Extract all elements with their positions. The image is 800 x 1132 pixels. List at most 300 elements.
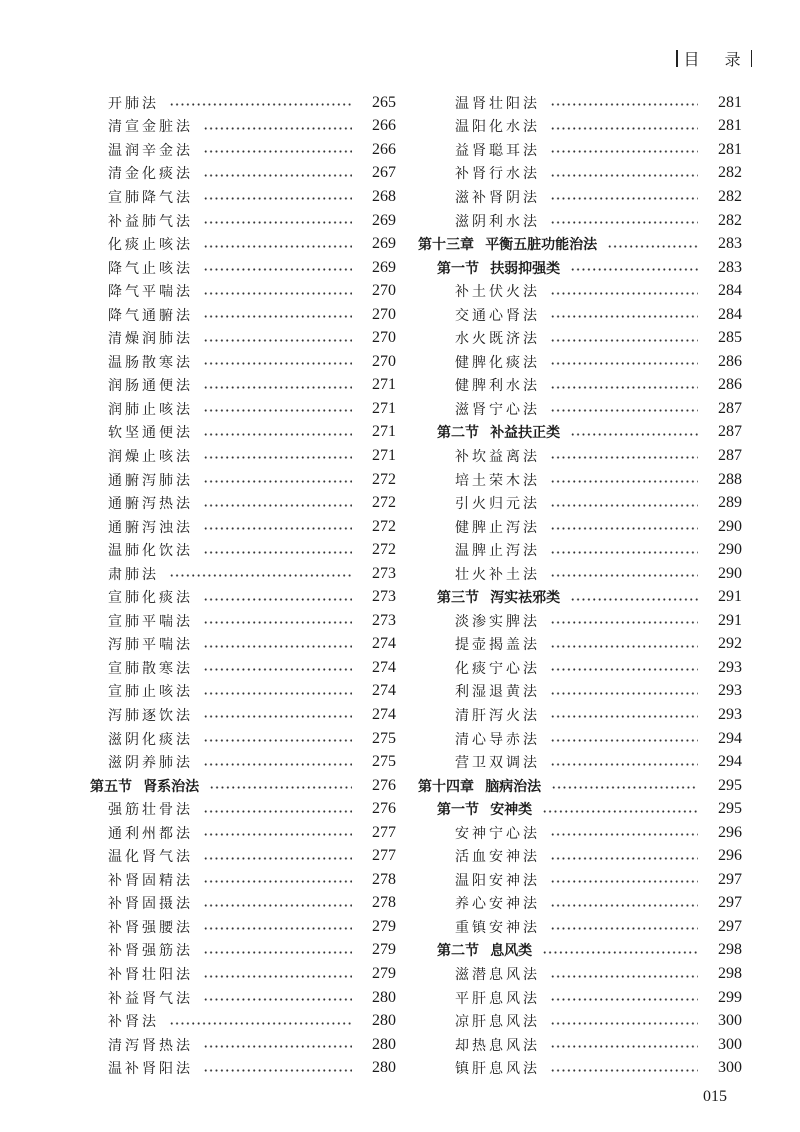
- toc-page-number: 293: [718, 658, 742, 676]
- dot-leader: [550, 315, 698, 318]
- toc-item[interactable]: [418, 397, 742, 421]
- toc-page-number: 276: [372, 776, 396, 794]
- toc-item[interactable]: [90, 1033, 396, 1057]
- toc-entry-title: 养心安神法: [455, 896, 540, 913]
- toc-item[interactable]: [90, 750, 396, 774]
- toc-page-number: 280: [372, 1059, 396, 1077]
- toc-page-number: 298: [718, 941, 742, 959]
- dot-leader: [203, 456, 352, 459]
- dot-leader: [550, 456, 698, 459]
- toc-entry-title: [418, 422, 560, 442]
- toc-page-number: 299: [718, 988, 742, 1006]
- toc-entry-title: 健脾止泻法: [455, 519, 540, 536]
- toc-page-number: 274: [372, 658, 396, 676]
- toc-entry-title: 提壶揭盖法: [455, 637, 540, 654]
- dot-leader: [203, 339, 352, 342]
- toc-page-number: 297: [718, 894, 742, 912]
- toc-page-number: 272: [372, 541, 396, 559]
- toc-item[interactable]: [90, 256, 396, 280]
- toc-page-number: 282: [718, 211, 742, 229]
- toc-item[interactable]: [418, 209, 742, 233]
- toc-page-number: 270: [372, 352, 396, 370]
- dot-leader: [203, 150, 352, 153]
- toc-entry-title: 泻肺逐饮法: [108, 707, 193, 724]
- toc-page-number: 273: [372, 564, 396, 582]
- dot-leader: [550, 904, 698, 907]
- toc-item[interactable]: [90, 915, 396, 939]
- toc-page-number: 291: [718, 588, 742, 606]
- toc-item[interactable]: [90, 1009, 396, 1033]
- toc-item[interactable]: [418, 1009, 742, 1033]
- dot-leader: [203, 292, 352, 295]
- toc-item[interactable]: [90, 727, 396, 751]
- dot-leader: [550, 150, 698, 153]
- toc-section[interactable]: [418, 256, 742, 280]
- toc-page-number: 270: [372, 305, 396, 323]
- toc-item[interactable]: [90, 515, 396, 539]
- toc-entry-title: 宣肺平喘法: [108, 613, 193, 630]
- toc-entry-title: 淡渗实脾法: [455, 613, 540, 630]
- toc-chapter[interactable]: [418, 232, 742, 256]
- dot-leader: [203, 975, 352, 978]
- toc-section[interactable]: [418, 585, 742, 609]
- toc-item[interactable]: [418, 1056, 742, 1080]
- toc-item[interactable]: [90, 585, 396, 609]
- toc-entry-label: 肾系治法: [143, 778, 200, 795]
- dot-leader: [203, 409, 352, 412]
- dot-leader: [550, 857, 698, 860]
- toc-page-number: 282: [718, 187, 742, 205]
- dot-leader: [203, 386, 352, 389]
- toc-entry-number: 第一节: [437, 260, 479, 277]
- toc-page-number: 279: [372, 965, 396, 982]
- dot-leader: [203, 174, 352, 177]
- toc-item[interactable]: [90, 491, 396, 515]
- toc-entry-title: 滋补肾阴法: [455, 189, 540, 206]
- toc-page-number: 287: [718, 399, 742, 417]
- toc-item[interactable]: [418, 326, 742, 350]
- toc-page-number: 274: [372, 682, 396, 700]
- toc-item[interactable]: [90, 303, 396, 327]
- toc-page-number: 277: [372, 823, 396, 841]
- toc-page-number: 278: [372, 894, 396, 912]
- toc-section[interactable]: [90, 774, 396, 798]
- toc-entry-title: 温化肾气法: [108, 849, 193, 866]
- toc-section[interactable]: [418, 797, 742, 821]
- toc-page-number: 296: [718, 823, 742, 841]
- toc-entry-title: 镇肝息风法: [455, 1061, 540, 1078]
- dot-leader: [550, 975, 698, 978]
- toc-item[interactable]: [418, 656, 742, 680]
- dot-leader: [570, 433, 698, 436]
- toc-item[interactable]: [90, 1056, 396, 1080]
- toc-item[interactable]: [90, 91, 396, 115]
- toc-page-number: 267: [372, 164, 396, 182]
- toc-page-number: 287: [718, 423, 742, 441]
- toc-section[interactable]: [418, 939, 742, 963]
- toc-entry-title: 滋潜息风法: [455, 967, 540, 983]
- toc-entry-title: [418, 799, 532, 819]
- toc-item[interactable]: [90, 185, 396, 209]
- toc-item[interactable]: [418, 680, 742, 704]
- toc-item[interactable]: [90, 326, 396, 350]
- toc-item[interactable]: [90, 656, 396, 680]
- toc-page-number: 272: [372, 517, 396, 535]
- toc-page-number: 274: [372, 635, 396, 653]
- page-number: 015: [703, 1088, 727, 1105]
- toc-page-number: 294: [718, 729, 742, 747]
- toc-item[interactable]: [418, 468, 742, 492]
- toc-item[interactable]: [90, 633, 396, 657]
- toc-item[interactable]: [418, 444, 742, 468]
- toc-entry-label: 安神类: [490, 802, 533, 819]
- toc-entry-label: 泻实祛邪类: [490, 590, 561, 607]
- dot-leader: [203, 527, 352, 530]
- toc-entry-title: 宣肺化痰法: [108, 590, 193, 607]
- toc-item[interactable]: [90, 209, 396, 233]
- toc-entry-title: 温阳安神法: [455, 872, 540, 889]
- toc-item[interactable]: [418, 374, 742, 398]
- toc-entry-title: 润燥止咳法: [108, 448, 193, 465]
- toc-entry-title: 温肠散寒法: [108, 354, 193, 371]
- toc-page-number: 300: [718, 1059, 742, 1077]
- dot-leader: [203, 645, 352, 648]
- dot-leader: [550, 551, 698, 554]
- toc-entry-title: [90, 776, 199, 796]
- toc-entry-title: [418, 587, 560, 607]
- toc-entry-title: 活血安神法: [455, 849, 540, 866]
- dot-leader: [550, 692, 698, 695]
- dot-leader: [203, 362, 352, 365]
- toc-page-number: 283: [718, 235, 742, 253]
- toc-entry-title: 补坎益离法: [455, 448, 540, 465]
- toc-entry-title: 化痰止咳法: [108, 237, 193, 254]
- toc-item[interactable]: [418, 185, 742, 209]
- toc-item[interactable]: [90, 986, 396, 1010]
- toc-item[interactable]: [418, 538, 742, 562]
- toc-item[interactable]: [418, 845, 742, 869]
- dot-leader: [550, 504, 698, 507]
- toc-item[interactable]: [90, 538, 396, 562]
- toc-page-number: 269: [372, 235, 396, 253]
- toc-entry-title: 滋阴利水法: [455, 213, 540, 230]
- toc-page-number: 300: [718, 1012, 742, 1030]
- toc-page-number: 280: [372, 1035, 396, 1053]
- toc-entry-title: 补益肺气法: [108, 213, 193, 230]
- toc-page-number: 285: [718, 329, 742, 347]
- toc-page-number: 287: [718, 446, 742, 464]
- toc-entry-title: 清金化痰法: [108, 166, 193, 183]
- toc-item[interactable]: [90, 609, 396, 633]
- dot-leader: [203, 692, 352, 695]
- toc-entry-title: 宣肺散寒法: [108, 660, 193, 677]
- toc-page-number: 284: [718, 305, 742, 323]
- toc-entry-title: [418, 234, 597, 254]
- dot-leader: [209, 786, 352, 789]
- toc-section[interactable]: [418, 421, 742, 445]
- toc-entry-title: [418, 940, 532, 960]
- dot-leader: [550, 527, 698, 530]
- toc-entry-title: 清宣金脏法: [108, 119, 193, 136]
- toc-item[interactable]: [418, 162, 742, 186]
- dot-leader: [203, 739, 352, 742]
- dot-leader: [203, 668, 352, 671]
- dot-leader: [550, 127, 698, 130]
- toc-item[interactable]: [418, 868, 742, 892]
- toc-entry-title: 温肺化饮法: [108, 543, 193, 560]
- toc-page-number: 271: [372, 446, 396, 464]
- toc-item[interactable]: [90, 845, 396, 869]
- toc-entry-title: 温补肾阳法: [108, 1061, 193, 1078]
- toc-column-right: [418, 91, 742, 1080]
- dot-leader: [203, 833, 352, 836]
- toc-item[interactable]: [418, 727, 742, 751]
- toc-entry-title: 通腑泻热法: [108, 496, 193, 513]
- toc-entry-label: 息风类: [490, 943, 533, 960]
- toc-item[interactable]: [90, 421, 396, 445]
- toc-item[interactable]: [418, 91, 742, 115]
- toc-page-number: 280: [372, 1012, 396, 1030]
- toc-entry-number: 第十四章: [418, 778, 474, 795]
- toc-entry-title: 宣肺降气法: [108, 189, 193, 206]
- dot-leader: [203, 433, 352, 436]
- toc-item[interactable]: [418, 303, 742, 327]
- dot-leader: [551, 786, 698, 789]
- toc-item[interactable]: [90, 703, 396, 727]
- toc-page-number: 289: [718, 494, 742, 512]
- toc-entry-title: 营卫双调法: [455, 755, 540, 772]
- dot-leader: [203, 598, 352, 601]
- dot-leader: [203, 927, 352, 930]
- toc-entry-title: 安神宁心法: [455, 825, 540, 842]
- toc-item[interactable]: [90, 162, 396, 186]
- toc-item[interactable]: [418, 609, 742, 633]
- toc-page-number: 281: [718, 140, 742, 158]
- dot-leader: [550, 574, 698, 577]
- toc-item[interactable]: [90, 962, 396, 986]
- toc-page-number: 270: [372, 282, 396, 300]
- toc-entry-title: 交通心肾法: [455, 307, 540, 324]
- toc-item[interactable]: [90, 562, 396, 586]
- toc-item[interactable]: [418, 138, 742, 162]
- dot-leader: [570, 268, 698, 271]
- dot-leader: [550, 103, 698, 106]
- toc-entry-title: 宣肺止咳法: [108, 684, 193, 701]
- toc-page-number: 273: [372, 588, 396, 606]
- toc-entry-title: 引火归元法: [455, 496, 540, 513]
- toc-item[interactable]: [90, 279, 396, 303]
- toc-entry-title: 重镇安神法: [455, 919, 540, 936]
- toc-item[interactable]: [90, 397, 396, 421]
- dot-leader: [550, 833, 698, 836]
- toc-entry-title: 补土伏火法: [455, 284, 540, 301]
- toc-entry-title: 利湿退黄法: [455, 684, 540, 701]
- toc-page-number: 270: [372, 329, 396, 347]
- toc-page-number: 293: [718, 682, 742, 700]
- dot-leader: [169, 103, 352, 106]
- dot-leader: [203, 880, 352, 883]
- toc-entry-title: 却热息风法: [455, 1037, 540, 1054]
- dot-leader: [607, 245, 698, 248]
- toc-page-number: 291: [718, 611, 742, 629]
- toc-page-number: 286: [718, 352, 742, 370]
- toc-chapter[interactable]: [418, 774, 742, 798]
- toc-item[interactable]: [90, 468, 396, 492]
- toc-item[interactable]: [90, 138, 396, 162]
- toc-entry-number: 第二节: [437, 425, 479, 442]
- dot-leader: [550, 221, 698, 224]
- toc-item[interactable]: [418, 633, 742, 657]
- toc-entry-title: 开肺法: [108, 95, 159, 112]
- toc-page-number: 296: [718, 847, 742, 865]
- toc-item[interactable]: [90, 444, 396, 468]
- toc-item[interactable]: [90, 350, 396, 374]
- toc-item[interactable]: [90, 868, 396, 892]
- dot-leader: [550, 645, 698, 648]
- toc-entry-title: [418, 776, 541, 796]
- toc-entry-title: 健脾利水法: [455, 378, 540, 395]
- toc-item[interactable]: [418, 350, 742, 374]
- toc-entry-number: 第二节: [437, 943, 479, 960]
- dot-leader: [203, 904, 352, 907]
- toc-entry-title: 软坚通便法: [108, 425, 193, 442]
- dot-leader: [550, 927, 698, 930]
- toc-entry-number: 第十三章: [418, 237, 474, 254]
- toc-entry-title: 强筋壮骨法: [108, 802, 193, 819]
- dot-leader: [550, 480, 698, 483]
- toc-entry-title: [418, 258, 560, 278]
- toc-entry-title: 降气平喘法: [108, 284, 193, 301]
- toc-page-number: 275: [372, 753, 396, 771]
- dot-leader: [203, 127, 352, 130]
- dot-leader: [550, 715, 698, 718]
- toc-page-number: 290: [718, 517, 742, 535]
- toc-item[interactable]: [418, 115, 742, 139]
- dot-leader: [203, 810, 352, 813]
- toc-entry-title: 润肺止咳法: [108, 401, 193, 418]
- dot-leader: [203, 857, 352, 860]
- toc-entry-title: 通利州都法: [108, 825, 193, 842]
- toc-entry-title: 滋阴养肺法: [108, 755, 193, 772]
- toc-item[interactable]: [418, 892, 742, 916]
- dot-leader: [550, 197, 698, 200]
- toc-entry-title: 温阳化水法: [455, 119, 540, 136]
- running-header: [676, 47, 752, 70]
- toc-entry-label: 脑病治法: [485, 778, 542, 795]
- dot-leader: [203, 268, 352, 271]
- toc-entry-title: 培土荣木法: [455, 472, 540, 489]
- toc-entry-number: 第一节: [437, 802, 479, 819]
- toc-entry-title: 补肾固精法: [108, 872, 193, 889]
- toc-entry-title: 肃肺法: [108, 566, 159, 583]
- dot-leader: [203, 315, 352, 318]
- dot-leader: [203, 245, 352, 248]
- toc-entry-label: 补益扶正类: [490, 425, 561, 442]
- toc-entry-title: 温肾壮阳法: [455, 95, 540, 112]
- toc-item[interactable]: [90, 232, 396, 256]
- toc-entry-title: 通腑泻肺法: [108, 472, 193, 489]
- toc-page-number: 279: [372, 917, 396, 935]
- dot-leader: [550, 998, 698, 1001]
- toc-item[interactable]: [418, 986, 742, 1010]
- toc-page-number: 298: [718, 965, 742, 982]
- toc-item[interactable]: [90, 892, 396, 916]
- toc-page-number: 281: [718, 93, 742, 111]
- toc-page-number: 282: [718, 164, 742, 182]
- toc-item[interactable]: [418, 821, 742, 845]
- dot-leader: [550, 386, 698, 389]
- dot-leader: [203, 551, 352, 554]
- header-title: 目 录: [683, 50, 751, 69]
- toc-item[interactable]: [418, 703, 742, 727]
- toc-page-number: 269: [372, 211, 396, 229]
- toc-item[interactable]: [418, 915, 742, 939]
- toc-item[interactable]: [418, 515, 742, 539]
- dot-leader: [203, 715, 352, 718]
- header-divider: [676, 50, 678, 67]
- dot-leader: [203, 1069, 352, 1072]
- toc-page-number: 290: [718, 541, 742, 559]
- toc-page-number: 272: [372, 494, 396, 512]
- toc-entry-title: 补肾法: [108, 1014, 159, 1031]
- toc-item[interactable]: [418, 562, 742, 586]
- toc-item[interactable]: [418, 1033, 742, 1057]
- toc-page-number: 272: [372, 470, 396, 488]
- toc-page-number: 274: [372, 705, 396, 723]
- dot-leader: [169, 574, 352, 577]
- dot-leader: [550, 409, 698, 412]
- toc-page-number: 294: [718, 753, 742, 771]
- dot-leader: [550, 763, 698, 766]
- toc-entry-title: 清肝泻火法: [455, 707, 540, 724]
- toc-entry-title: 凉肝息风法: [455, 1014, 540, 1031]
- toc-entry-label: 平衡五脏功能治法: [485, 237, 598, 254]
- toc-page-number: 297: [718, 917, 742, 935]
- toc-item[interactable]: [418, 750, 742, 774]
- toc-item[interactable]: [90, 821, 396, 845]
- toc-entry-title: 健脾化痰法: [455, 354, 540, 371]
- toc-page-number: 284: [718, 282, 742, 300]
- toc-item[interactable]: [418, 962, 742, 986]
- toc-entry-title: 补肾强筋法: [108, 943, 193, 960]
- toc-page-number: 292: [718, 635, 742, 653]
- toc-entry-title: 化痰宁心法: [455, 660, 540, 677]
- dot-leader: [570, 598, 698, 601]
- toc-entry-title: 平肝息风法: [455, 990, 540, 1007]
- toc-item[interactable]: [90, 797, 396, 821]
- toc-entry-title: 补肾固摄法: [108, 896, 193, 913]
- toc-item[interactable]: [90, 680, 396, 704]
- toc-page-number: 275: [372, 729, 396, 747]
- dot-leader: [203, 951, 352, 954]
- toc-page-number: 277: [372, 847, 396, 865]
- dot-leader: [203, 998, 352, 1001]
- toc-item[interactable]: [418, 279, 742, 303]
- dot-leader: [550, 362, 698, 365]
- dot-leader: [550, 174, 698, 177]
- dot-leader: [550, 880, 698, 883]
- toc-item[interactable]: [90, 939, 396, 963]
- toc-item[interactable]: [418, 491, 742, 515]
- toc-page-number: 295: [718, 776, 742, 794]
- toc-item[interactable]: [90, 374, 396, 398]
- toc-item[interactable]: [90, 115, 396, 139]
- toc-entry-label: 扶弱抑强类: [490, 260, 561, 277]
- dot-leader: [203, 763, 352, 766]
- dot-leader: [550, 292, 698, 295]
- toc-page-number: 273: [372, 611, 396, 629]
- toc-entry-title: 润肠通便法: [108, 378, 193, 395]
